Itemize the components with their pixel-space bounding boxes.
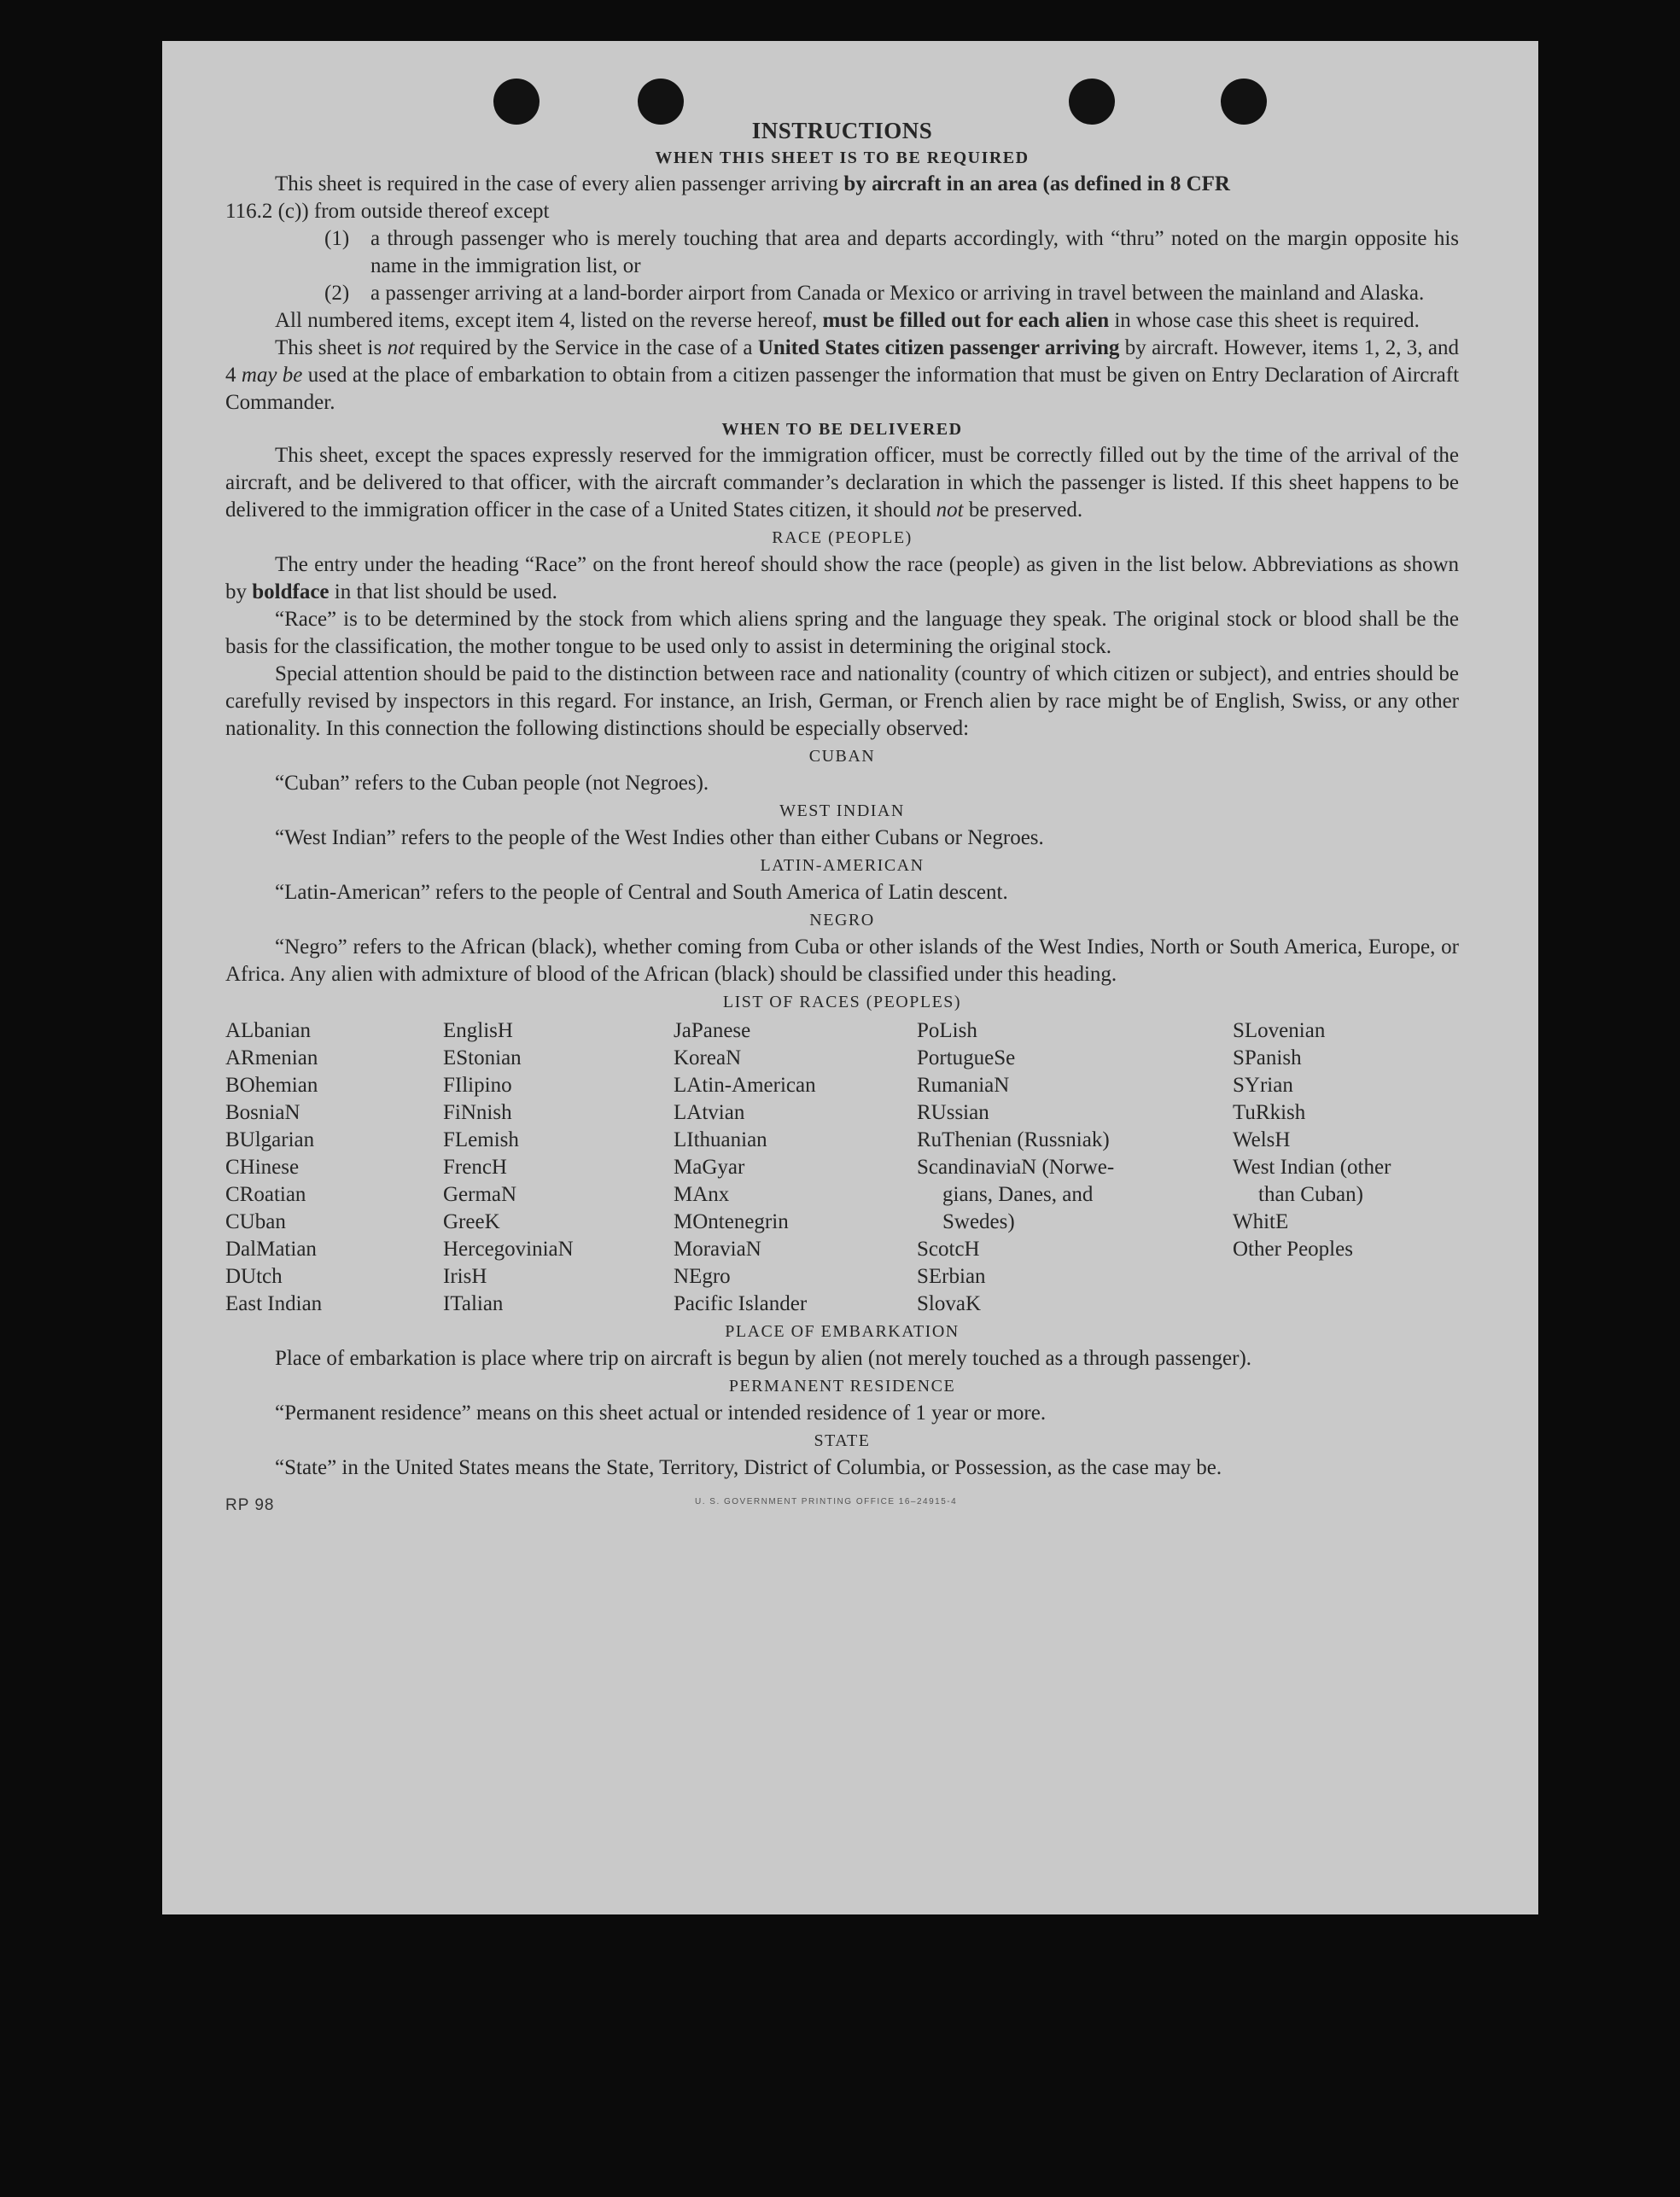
paragraph-race-stock: “Race” is to be determined by the stock from which aliens spring and the language they speak. The original stock or blood shall be the basis for the classification, the mother tongue to be used only to assist in determining the original stock. [225, 608, 1459, 658]
exception-item: (1) a through passenger who is merely touching that area and departs accordingly, with “thru” noted on the margin opposite his name in the immigration list, or [324, 227, 1459, 277]
race-item: Other Peoples [1233, 1238, 1353, 1261]
paragraph-numbered-items: All numbered items, except item 4, listed on the reverse hereof, must be filled out for each alien in whose case this sheet is required. [275, 309, 1420, 332]
paragraph-required-intro-cont: 116.2 (c)) from outside thereof except [225, 200, 550, 223]
race-item: TuRkish [1233, 1101, 1306, 1124]
paragraph-west-indian: “West Indian” refers to the people of the West Indies other than either Cubans or Negroes. [275, 826, 1044, 849]
paragraph-race-entry: The entry under the heading “Race” on the front hereof should show the race (people) as given in the list below. Abbreviations as shown by boldface in that list should be used. [225, 553, 1459, 603]
race-item: DUtch [225, 1265, 283, 1288]
heading-when-required: WHEN THIS SHEET IS TO BE REQUIRED [655, 149, 1030, 167]
race-item: KoreaN [674, 1046, 742, 1069]
race-item: SYrian [1233, 1074, 1293, 1097]
race-item: FiNnish [443, 1101, 512, 1124]
page-title: INSTRUCTIONS [751, 118, 933, 143]
races-column [1233, 1017, 1459, 1318]
exception-item: (2) a passenger arriving at a land-border airport from Canada or Mexico or arriving in travel between the mainland and Alaska. [324, 282, 1425, 305]
race-item: RuThenian (Russniak) [917, 1128, 1110, 1151]
race-item: FIlipino [443, 1074, 512, 1097]
race-item: MOntenegrin [674, 1210, 789, 1233]
heading-negro: NEGRO [809, 911, 875, 929]
race-item: BUlgarian [225, 1128, 315, 1151]
race-item: gians, Danes, and [942, 1183, 1094, 1206]
race-item: WelsH [1233, 1128, 1291, 1151]
race-item: Pacific Islander [674, 1292, 808, 1315]
race-item: SErbian [917, 1265, 986, 1288]
paragraph-required-intro: This sheet is required in the case of every alien passenger arriving by aircraft in an area (as defined in 8 CFR [275, 172, 1230, 195]
race-item: LAtin-American [674, 1074, 816, 1097]
race-item: CHinese [225, 1156, 300, 1179]
race-item: NEgro [674, 1265, 731, 1288]
race-item: JaPanese [674, 1019, 751, 1042]
heading-race: RACE (PEOPLE) [772, 528, 913, 547]
races-column [225, 1017, 443, 1318]
race-item: FLemish [443, 1128, 519, 1151]
race-item: SlovaK [917, 1292, 981, 1315]
race-item: CRoatian [225, 1183, 306, 1206]
heading-west-indian: WEST INDIAN [779, 801, 905, 820]
paragraph-negro: “Negro” refers to the African (black), whether coming from Cuba or other islands of the West Indies, North or South America, Europe, or Africa. Any alien with admixture of blood of the African (black) should be classified under this heading. [225, 935, 1459, 986]
race-item: LAtvian [674, 1101, 745, 1124]
race-item: SPanish [1233, 1046, 1302, 1069]
heading-list-of-races: LIST OF RACES (PEOPLES) [722, 993, 962, 1011]
race-item: East Indian [225, 1292, 323, 1315]
paragraph-delivered: This sheet, except the spaces expressly reserved for the immigration officer, must be correctly filled out by the time of the arrival of the aircraft, and be delivered to that officer, with the aircraft commander’s declaration in which the passenger is listed. If this sheet happens to be delivered to the immigration officer in the case of a United States citizen, it should not be preserved. [225, 444, 1459, 522]
race-item: MAnx [674, 1183, 730, 1206]
heading-permanent-residence: PERMANENT RESIDENCE [728, 1377, 956, 1396]
footer [225, 1487, 1459, 1521]
race-item: ITalian [443, 1292, 504, 1315]
race-item: Swedes) [942, 1210, 1015, 1233]
race-item: WhitE [1233, 1210, 1289, 1233]
race-item: CUban [225, 1210, 286, 1233]
race-item: IrisH [443, 1265, 487, 1288]
race-item: MoraviaN [674, 1238, 761, 1261]
races-column [674, 1017, 917, 1318]
paragraph-citizen: This sheet is not required by the Service in the case of a United States citizen passenger arriving by aircraft. However, items 1, 2, 3, and 4 may be used at the place of embarkation to obtain from a citizen passenger the information that must be given on Entry Declaration of Aircraft Commander. [225, 336, 1460, 414]
printer-imprint: U. S. GOVERNMENT PRINTING OFFICE 16–24915-4 [695, 1497, 958, 1506]
race-item: SLovenian [1233, 1019, 1326, 1042]
document-sheet [162, 41, 1538, 1914]
heading-when-delivered: WHEN TO BE DELIVERED [721, 420, 963, 439]
race-item: BosniaN [225, 1101, 300, 1124]
form-number: RP 98 [225, 1496, 275, 1514]
race-item: EnglisH [443, 1019, 513, 1042]
race-item: ScandinaviaN (Norwe- [917, 1156, 1115, 1179]
paragraph-cuban: “Cuban” refers to the Cuban people (not Negroes). [275, 772, 709, 795]
race-item: EStonian [443, 1046, 522, 1069]
paragraph-embarkation: Place of embarkation is place where trip on aircraft is begun by alien (not merely touched as a through passenger). [275, 1347, 1252, 1370]
race-item: RumaniaN [917, 1074, 1010, 1097]
race-item: GreeK [443, 1210, 500, 1233]
races-column [443, 1017, 674, 1318]
heading-latin-american: LATIN-AMERICAN [760, 856, 925, 875]
race-item: HercegoviniaN [443, 1238, 574, 1261]
race-item: PoLish [917, 1019, 977, 1042]
race-item: West Indian (other [1233, 1156, 1391, 1179]
race-item: RUssian [917, 1101, 989, 1124]
races-column [917, 1017, 1233, 1318]
race-item: FrencH [443, 1156, 507, 1179]
races-list [225, 1017, 1459, 1318]
paragraph-latin-american: “Latin-American” refers to the people of Central and South America of Latin descent. [275, 881, 1008, 904]
paragraph-residence: “Permanent residence” means on this sheet actual or intended residence of 1 year or more. [275, 1402, 1047, 1425]
instructions-content [225, 116, 1459, 1521]
heading-state: STATE [814, 1431, 871, 1450]
paragraph-race-nationality: Special attention should be paid to the distinction between race and nationality (country of which citizen or subject), and entries should be carefully revised by inspectors in this regard. For instance, an Irish, German, or French alien by race might be of English, Swiss, or any other nationality. In this connection the following distinctions should be especially observed: [225, 662, 1459, 740]
race-item: than Cuban) [1258, 1183, 1363, 1206]
race-item: MaGyar [674, 1156, 745, 1179]
heading-place-of-embarkation: PLACE OF EMBARKATION [725, 1322, 960, 1341]
race-item: PortugueSe [917, 1046, 1016, 1069]
race-item: GermaN [443, 1183, 517, 1206]
race-item: LIthuanian [674, 1128, 767, 1151]
paragraph-state: “State” in the United States means the State, Territory, District of Columbia, or Possession, as the case may be. [275, 1456, 1222, 1479]
race-item: ScotcH [917, 1238, 980, 1261]
race-item: ALbanian [225, 1019, 311, 1042]
race-item: DalMatian [225, 1238, 317, 1261]
race-item: BOhemian [225, 1074, 318, 1097]
heading-cuban: CUBAN [808, 747, 876, 766]
race-item: ARmenian [225, 1046, 318, 1069]
